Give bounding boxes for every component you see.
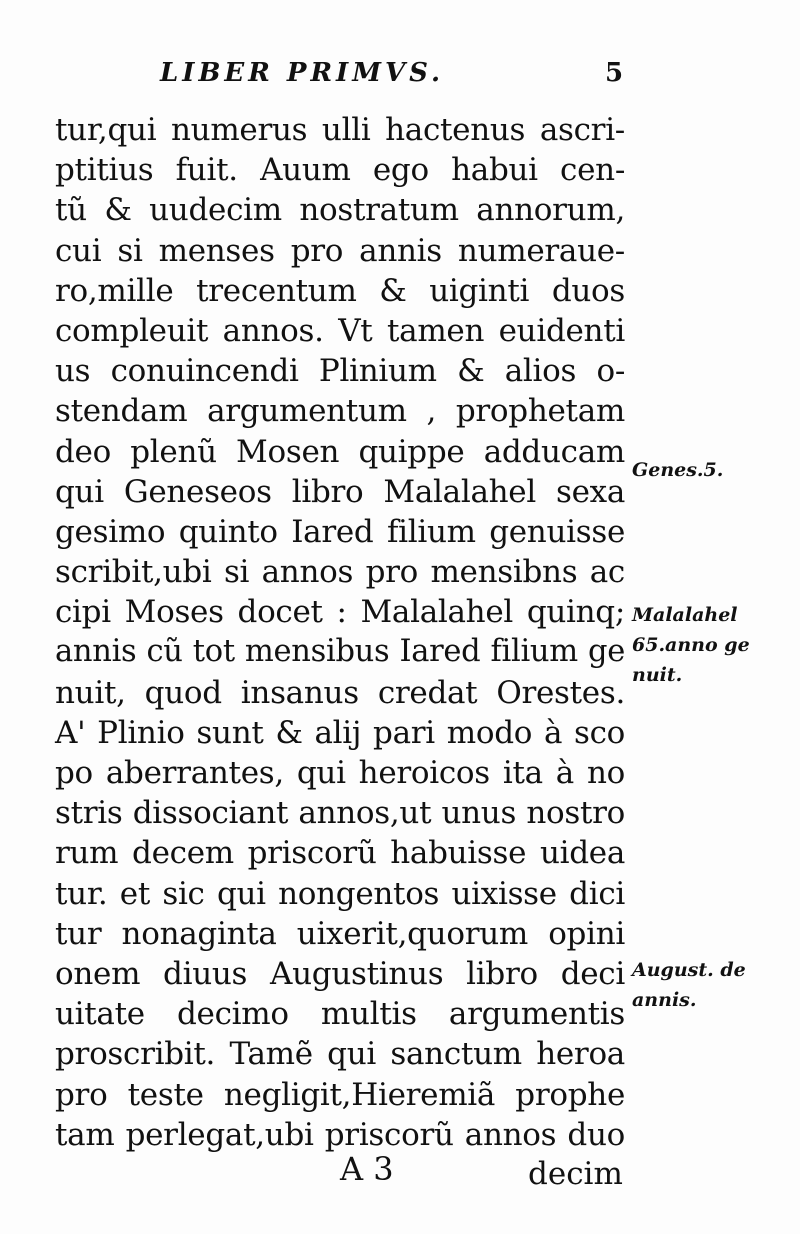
text-line: po aberrantes, qui heroicos ita à no — [55, 755, 625, 791]
text-line: scribit,ubi si annos pro mensibns ac — [55, 554, 625, 591]
text-line: rum decem priscorũ habuisse uidea — [55, 835, 625, 872]
text-line: stendam argumentum , prophetam — [55, 393, 625, 430]
catchword: decim — [528, 1156, 623, 1192]
margin-note-genes: Genes.5. — [632, 459, 724, 481]
text-line: tur. et sic qui nongentos uixisse dici — [55, 875, 625, 912]
text-line: ro,mille trecentum & uiginti duos — [55, 272, 625, 309]
text-line: tur nonaginta uixerit,quorum opini — [55, 915, 625, 952]
text-line: annis cũ tot mensibus Iared filium ge — [55, 634, 625, 670]
text-line: onem diuus Augustinus libro deci — [55, 955, 625, 992]
text-line: pro teste negligit,Hieremiã prophe — [55, 1076, 625, 1113]
text-line: proscribit. Tamẽ qui sanctum heroa — [55, 1036, 625, 1073]
body-text — [55, 110, 625, 1155]
text-line: cui si menses pro annis numeraue- — [55, 232, 625, 269]
text-line: uitate decimo multis argumentis — [55, 996, 625, 1033]
text-line: stris dissociant annos,ut unus nostro — [55, 795, 625, 832]
text-line: tam perlegat,ubi priscorũ annos duo — [55, 1116, 625, 1153]
text-line: cipi Moses docet : Malalahel quinq; — [55, 594, 625, 631]
text-line: qui Geneseos libro Malalahel sexa — [55, 473, 625, 510]
margin-note-malalahel: Malalahel 65.anno ge nuit. — [632, 604, 750, 686]
folio-number: 5 — [605, 58, 624, 88]
text-line: nuit, quod insanus credat Orestes. — [55, 674, 625, 711]
text-line: us conuincendi Plinium & alios o- — [55, 353, 625, 390]
text-line: ptitius fuit. Auum ego habui cen- — [55, 152, 625, 189]
text-line: deo plenũ Mosen quippe adducam — [55, 433, 625, 470]
text-line: gesimo quinto Iared filium genuisse — [55, 513, 625, 550]
text-line: tur,qui numerus ulli hactenus ascri- — [55, 112, 625, 148]
text-line: A' Plinio sunt & alij pari modo à sco — [55, 714, 625, 751]
running-head: LIBER PRIMVS. — [160, 58, 445, 88]
text-line: compleuit annos. Vt tamen euidenti — [55, 312, 625, 349]
text-line: tũ & uudecim nostratum annorum, — [55, 192, 625, 229]
signature-mark: A 3 — [340, 1150, 394, 1188]
margin-note-august: August. de annis. — [632, 959, 746, 1011]
